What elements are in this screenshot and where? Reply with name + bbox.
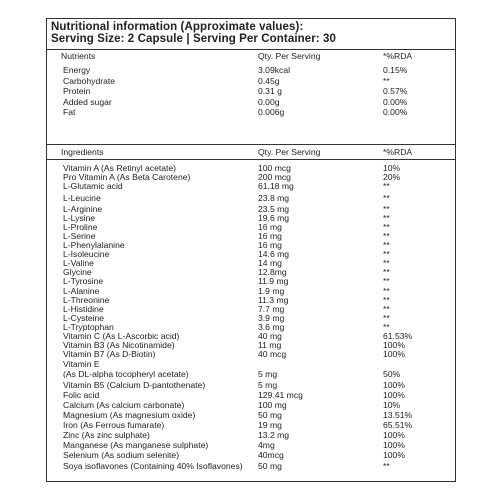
qty-column-header: Qty. Per Serving (258, 51, 321, 61)
item-rda: 50% (383, 369, 401, 379)
item-name: Fat (63, 107, 76, 117)
item-rda: 20% (383, 172, 401, 182)
item-name: Vitamin B3 (As Nicotinamide) (63, 340, 175, 350)
item-name: Iron (As Ferrous fumarate) (63, 420, 165, 430)
item-qty: 19 mg (258, 420, 282, 430)
item-name: L-Serine (63, 231, 96, 241)
item-qty: 14.6 mg (258, 249, 290, 259)
item-name: L-Glutamic acid (63, 181, 123, 191)
item-name: Vitamin E (63, 359, 100, 369)
item-qty: 100 mcg (258, 163, 291, 173)
item-qty: 16 mg (258, 240, 282, 250)
item-name: L-Valine (63, 258, 94, 268)
item-name: Vitamin C (As L-Ascorbic acid) (63, 331, 180, 341)
item-qty: 3.09kcal (258, 65, 291, 75)
item-qty: 0.45g (258, 76, 280, 86)
item-name: Vitamin A (As Retinyl acetate) (63, 163, 177, 173)
item-rda: 10% (383, 163, 401, 173)
item-qty: 23.8 mg (258, 193, 290, 203)
item-rda: ** (383, 231, 390, 241)
item-qty: 4mg (258, 440, 275, 450)
item-rda: 13.51% (383, 410, 413, 420)
item-rda: ** (383, 295, 390, 305)
item-qty: 11 mg (258, 340, 282, 350)
item-name: Folic acid (63, 390, 100, 400)
item-qty: 100 mg (258, 400, 287, 410)
item-rda: ** (383, 322, 390, 332)
panel-header (47, 19, 455, 49)
item-rda: 65.51% (383, 420, 413, 430)
ingredients-column-header: Ingredients (61, 147, 104, 157)
item-qty: 7.7 mg (258, 304, 285, 314)
item-name: Energy (63, 65, 91, 75)
item-qty: 1.9 mg (258, 286, 285, 296)
item-name: L-Threonine (63, 295, 110, 305)
item-name: L-Isoleucine (63, 249, 110, 259)
item-rda: ** (383, 193, 390, 203)
item-rda: ** (383, 76, 390, 86)
item-qty: 3.6 mg (258, 322, 285, 332)
item-name: Pro Vitamin A (As Beta Carotene) (63, 172, 191, 182)
item-qty: 11.3 mg (258, 295, 289, 305)
item-qty: 40 mcg (258, 349, 287, 359)
item-name: Soya isoflavones (Containing 40% Isoflavones) (63, 461, 243, 471)
item-qty: 0.00g (258, 97, 280, 107)
item-name: L-Phenylalanine (63, 240, 125, 250)
item-name: L-Tryptophan (63, 322, 114, 332)
item-rda: 100% (383, 340, 405, 350)
item-name: L-Alanine (63, 286, 100, 296)
item-qty: 5 mg (258, 369, 278, 379)
item-rda: ** (383, 181, 390, 191)
rda-column-header: *%RDA (383, 51, 413, 61)
item-qty: 5 mg (258, 380, 278, 390)
item-qty: 16 mg (258, 231, 282, 241)
item-qty: 129.41 mcg (258, 390, 303, 400)
item-rda: 0.57% (383, 86, 408, 96)
item-qty: 200 mcg (258, 172, 291, 182)
item-name: Vitamin B7 (As D-Biotin) (63, 349, 156, 359)
item-name: Calcium (As calcium carbonate) (63, 400, 185, 410)
item-rda: 0.00% (383, 97, 408, 107)
item-rda: 100% (383, 430, 405, 440)
item-qty: 40mcg (258, 450, 284, 460)
item-qty: 61.18 mg (258, 181, 294, 191)
section-divider (47, 144, 455, 145)
item-rda: 100% (383, 440, 405, 450)
item-qty: 12.8mg (258, 267, 287, 277)
item-qty: 11.9 mg (258, 276, 289, 286)
item-qty: 14 mg (258, 258, 282, 268)
item-name: Glycine (63, 267, 92, 277)
item-rda: ** (383, 240, 390, 250)
item-name: L-Lysine (63, 213, 96, 223)
item-rda: ** (383, 267, 390, 277)
item-rda: ** (383, 204, 390, 214)
item-name: Vitamin B5 (Calcium D-pantothenate) (63, 380, 206, 390)
item-rda: 0.15% (383, 65, 408, 75)
item-rda: ** (383, 286, 390, 296)
rda-column-header: *%RDA (383, 147, 413, 157)
item-rda: ** (383, 222, 390, 232)
item-name: Protein (63, 86, 91, 96)
item-qty: 0.006g (258, 107, 285, 117)
item-rda: ** (383, 276, 390, 286)
item-rda: ** (383, 304, 390, 314)
item-qty: 50 mg (258, 461, 282, 471)
ingredients-header-divider (47, 159, 455, 160)
item-qty: 23.5 mg (258, 204, 290, 214)
nutrients-column-header: Nutrients (61, 51, 96, 61)
item-rda: 100% (383, 349, 405, 359)
item-qty: 40 mg (258, 331, 282, 341)
item-name: L-Proline (63, 222, 98, 232)
item-rda: 100% (383, 450, 405, 460)
item-rda: 100% (383, 390, 405, 400)
item-name: Added sugar (63, 97, 112, 107)
item-name: L-Histidine (63, 304, 104, 314)
item-qty: 16 mg (258, 222, 282, 232)
item-qty: 13.2 mg (258, 430, 290, 440)
item-qty: 3.9 mg (258, 313, 285, 323)
item-name: L-Leucine (63, 193, 101, 203)
item-name: Zinc (As zinc sulphate) (63, 430, 150, 440)
item-rda: ** (383, 313, 390, 323)
item-name: L-Cysteine (63, 313, 105, 323)
item-rda: ** (383, 258, 390, 268)
item-name: Carbohydrate (63, 76, 116, 86)
item-name: L-Tyrosine (63, 276, 104, 286)
qty-column-header: Qty. Per Serving (258, 147, 321, 157)
item-rda: 61.53% (383, 331, 413, 341)
item-rda: 10% (383, 400, 401, 410)
header-divider (47, 49, 455, 50)
item-qty: 50 mg (258, 410, 282, 420)
item-rda: 0.00% (383, 107, 408, 117)
nutrition-panel (46, 18, 456, 482)
item-rda: ** (383, 249, 390, 259)
item-rda: 100% (383, 380, 405, 390)
item-name: Manganese (As manganese sulphate) (63, 440, 209, 450)
item-name: Selenium (As sodium selenite) (63, 450, 180, 460)
item-qty: 0.31 g (258, 86, 282, 96)
item-name: (As DL-alpha tocopheryl acetate) (63, 369, 189, 379)
item-qty: 19.6 mg (258, 213, 290, 223)
serving-info: Serving Size: 2 Capsule | Serving Per Container: 30 (51, 33, 337, 45)
item-rda: ** (383, 213, 390, 223)
item-name: L-Arginine (63, 204, 103, 214)
item-rda: ** (383, 461, 390, 471)
item-name: Magnesium (As magnesium oxide) (63, 410, 196, 420)
panel-title: Nutritional information (Approximate values): (51, 21, 304, 33)
